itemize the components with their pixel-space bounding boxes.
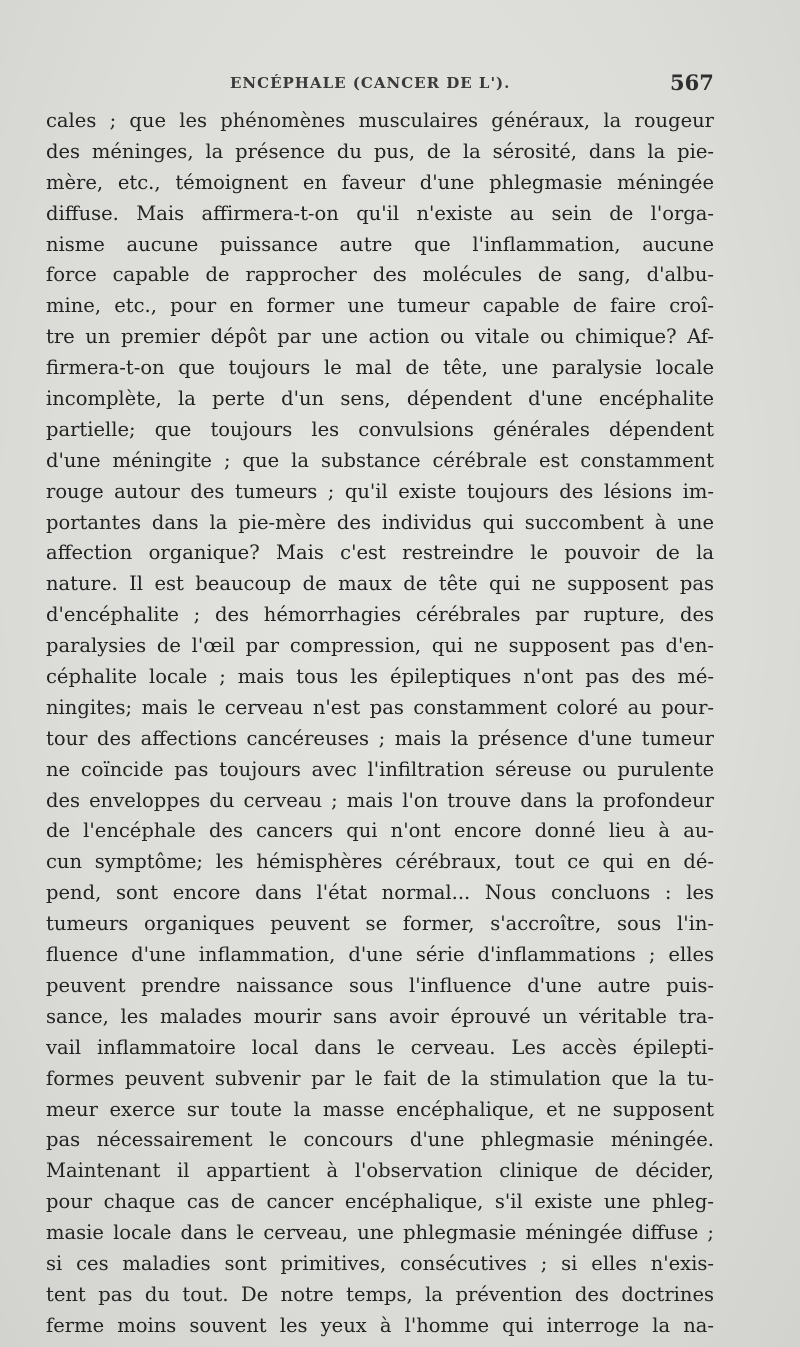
- text-line: affection organique? Mais c'est restreindre le pouvoir de la: [46, 541, 714, 565]
- text-line: ferme moins souvent les yeux à l'homme qui interroge la na-: [46, 1313, 714, 1337]
- text-line: nature. Il est beaucoup de maux de tête qui ne supposent pas: [46, 572, 714, 596]
- text-line: sance, les malades mourir sans avoir éprouvé un véritable tra-: [46, 1004, 714, 1028]
- text-line: Maintenant il appartient à l'observation clinique de décider,: [46, 1159, 714, 1183]
- text-line: firmera-t-on que toujours le mal de tête, une paralysie locale: [46, 356, 714, 380]
- running-head: [0, 68, 800, 100]
- running-title: ENCÉPHALE (CANCER DE L').: [230, 74, 511, 92]
- text-line: formes peuvent subvenir par le fait de la stimulation que la tu-: [46, 1066, 714, 1090]
- text-line: ne coïncide pas toujours avec l'infiltration séreuse ou purulente: [46, 757, 714, 781]
- text-line: nisme aucune puissance autre que l'inflammation, aucune: [46, 232, 714, 256]
- text-line: d'une méningite ; que la substance cérébrale est constamment: [46, 448, 714, 472]
- text-line: cales ; que les phénomènes musculaires généraux, la rougeur: [46, 109, 714, 132]
- text-line: tre un premier dépôt par une action ou vitale ou chimique? Af-: [46, 325, 714, 349]
- text-line: mine, etc., pour en former une tumeur capable de faire croî-: [46, 294, 714, 318]
- page-number: 567: [670, 70, 714, 95]
- text-line: partielle; que toujours les convulsions générales dépendent: [46, 417, 714, 441]
- text-line: des méninges, la présence du pus, de la sérosité, dans la pie-: [46, 139, 714, 163]
- text-line: meur exerce sur toute la masse encéphalique, et ne supposent: [46, 1097, 714, 1121]
- text-line: tent pas du tout. De notre temps, la prévention des doctrines: [46, 1282, 714, 1306]
- text-line: céphalite locale ; mais tous les épileptiques n'ont pas des mé-: [46, 665, 714, 689]
- text-line: incomplète, la perte d'un sens, dépendent d'une encéphalite: [46, 387, 714, 411]
- text-line: d'encéphalite ; des hémorrhagies cérébrales par rupture, des: [46, 603, 714, 627]
- text-line: de l'encéphale des cancers qui n'ont encore donné lieu à au-: [46, 819, 714, 843]
- text-line: masie locale dans le cerveau, une phlegmasie méningée diffuse ;: [46, 1221, 714, 1245]
- text-line: pour chaque cas de cancer encéphalique, s'il existe une phleg-: [46, 1190, 714, 1214]
- text-line: fluence d'une inflammation, d'une série d'inflammations ; elles: [46, 943, 714, 967]
- text-line: force capable de rapprocher des molécules de sang, d'albu-: [46, 263, 714, 287]
- text-line: si ces maladies sont primitives, consécutives ; si elles n'exis-: [46, 1251, 714, 1275]
- text-line: pend, sont encore dans l'état normal... Nous concluons : les: [46, 881, 714, 905]
- text-line: diffuse. Mais affirmera-t-on qu'il n'existe au sein de l'orga-: [46, 201, 714, 225]
- text-line: paralysies de l'œil par compression, qui ne supposent pas d'en-: [46, 634, 714, 658]
- body-text: [46, 106, 714, 1342]
- text-line: vail inflammatoire local dans le cerveau. Les accès épilepti-: [46, 1035, 714, 1059]
- text-line: portantes dans la pie-mère des individus qui succombent à une: [46, 510, 714, 534]
- text-line: ningites; mais le cerveau n'est pas constamment coloré au pour-: [46, 695, 714, 719]
- text-line: tumeurs organiques peuvent se former, s'accroître, sous l'in-: [46, 912, 714, 936]
- text-line: tour des affections cancéreuses ; mais la présence d'une tumeur: [46, 726, 714, 750]
- text-line: pas nécessairement le concours d'une phlegmasie méningée.: [46, 1128, 714, 1152]
- text-line: rouge autour des tumeurs ; qu'il existe toujours des lésions im-: [46, 479, 714, 503]
- text-line: mère, etc., témoignent en faveur d'une phlegmasie méningée: [46, 170, 714, 194]
- text-line: cun symptôme; les hémisphères cérébraux, tout ce qui en dé-: [46, 850, 714, 874]
- text-line: des enveloppes du cerveau ; mais l'on trouve dans la profondeur: [46, 788, 714, 812]
- text-line: peuvent prendre naissance sous l'influence d'une autre puis-: [46, 973, 714, 997]
